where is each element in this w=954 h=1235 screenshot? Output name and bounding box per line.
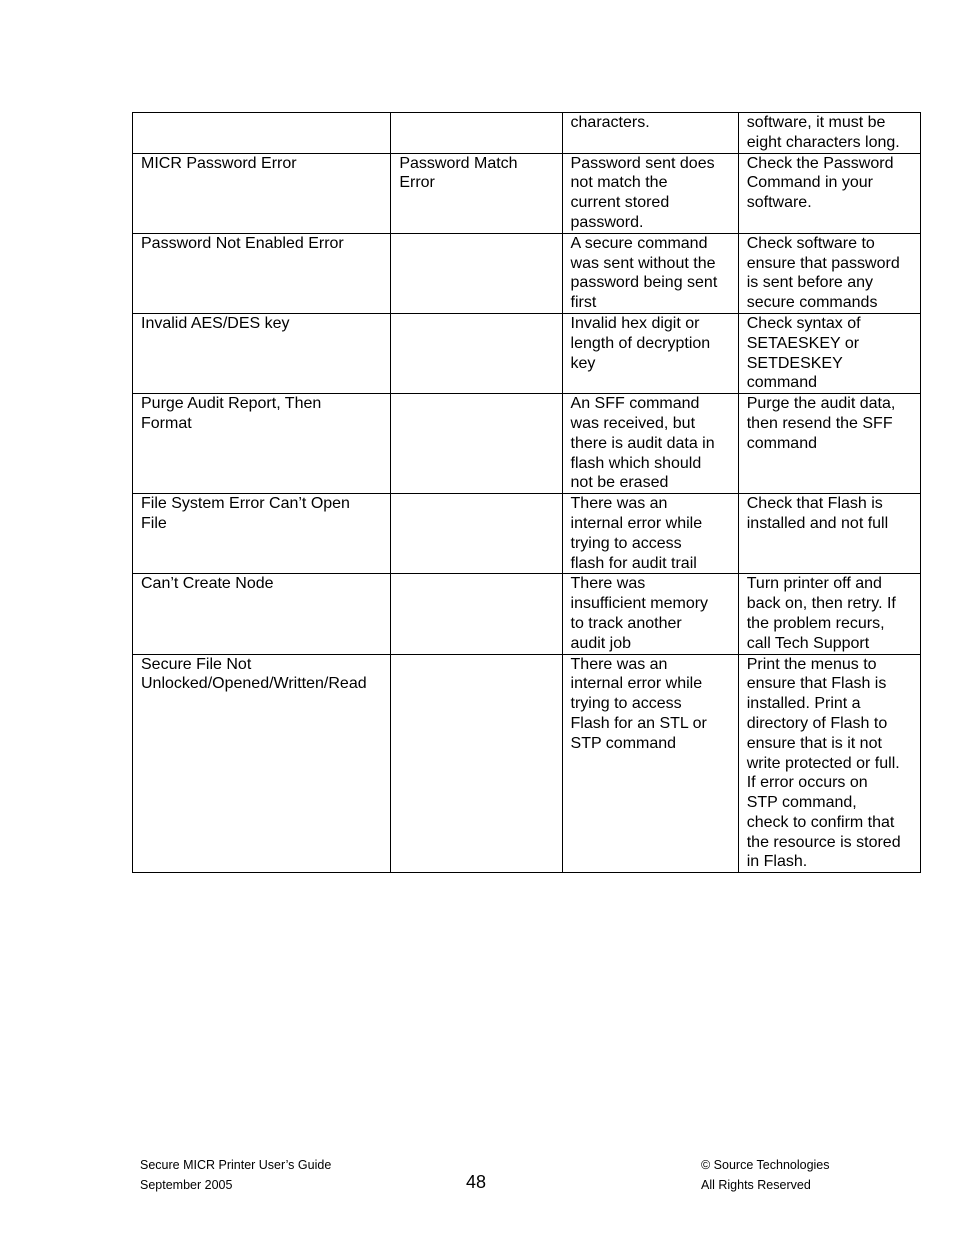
action-cell: Check the Password Command in your software.: [738, 153, 920, 233]
action-cell: Purge the audit data, then resend the SFF command: [738, 394, 920, 494]
sub-error-cell: [391, 494, 562, 574]
action-cell: Check syntax of SETAESKEY or SETDESKEY command: [738, 313, 920, 393]
table-row: [133, 494, 921, 574]
cause-cell: Password sent does not match the current stored password.: [562, 153, 738, 233]
error-message-cell: Can’t Create Node: [133, 574, 391, 654]
error-message-cell: Password Not Enabled Error: [133, 233, 391, 313]
footer-right: [701, 1155, 921, 1195]
cause-cell: There was insufficient memory to track another audit job: [562, 574, 738, 654]
table-row: [133, 113, 921, 154]
sub-error-cell: [391, 113, 562, 154]
cause-cell: characters.: [562, 113, 738, 154]
sub-error-cell: [391, 654, 562, 873]
table-row: [133, 654, 921, 873]
footer-date: September 2005: [140, 1178, 233, 1192]
sub-error-cell: [391, 394, 562, 494]
error-table: [132, 112, 921, 873]
table-row: [133, 153, 921, 233]
table-row: [133, 233, 921, 313]
action-cell: software, it must be eight characters long.: [738, 113, 920, 154]
cause-cell: A secure command was sent without the password being sent first: [562, 233, 738, 313]
action-cell: Turn printer off and back on, then retry. If the problem recurs, call Tech Support: [738, 574, 920, 654]
action-cell: Print the menus to ensure that Flash is installed. Print a directory of Flash to ensure that is it not write protected or full. If error occurs on STP command, check to confirm that the resource is stored in Flash.: [738, 654, 920, 873]
footer-copyright: © Source Technologies: [701, 1158, 830, 1172]
cause-cell: There was an internal error while trying to access Flash for an STL or STP command: [562, 654, 738, 873]
table-row: [133, 313, 921, 393]
footer-guide-title: Secure MICR Printer User’s Guide: [140, 1158, 332, 1172]
table-row: [133, 394, 921, 494]
cause-cell: Invalid hex digit or length of decryption key: [562, 313, 738, 393]
page-number: 48: [465, 1172, 487, 1192]
table-row: [133, 574, 921, 654]
error-message-cell: [133, 113, 391, 154]
action-cell: Check that Flash is installed and not full: [738, 494, 920, 574]
footer-rights: All Rights Reserved: [701, 1178, 811, 1192]
cause-cell: An SFF command was received, but there is audit data in flash which should not be erased: [562, 394, 738, 494]
action-cell: Check software to ensure that password is sent before any secure commands: [738, 233, 920, 313]
sub-error-cell: Password Match Error: [391, 153, 562, 233]
footer-left: [140, 1155, 440, 1195]
sub-error-cell: [391, 233, 562, 313]
error-message-cell: Purge Audit Report, Then Format: [133, 394, 391, 494]
error-message-cell: File System Error Can’t Open File: [133, 494, 391, 574]
error-table-body: [133, 113, 921, 873]
error-message-cell: MICR Password Error: [133, 153, 391, 233]
error-message-cell: Invalid AES/DES key: [133, 313, 391, 393]
error-message-cell: Secure File Not Unlocked/Opened/Written/Read: [133, 654, 391, 873]
sub-error-cell: [391, 574, 562, 654]
cause-cell: There was an internal error while trying to access flash for audit trail: [562, 494, 738, 574]
sub-error-cell: [391, 313, 562, 393]
